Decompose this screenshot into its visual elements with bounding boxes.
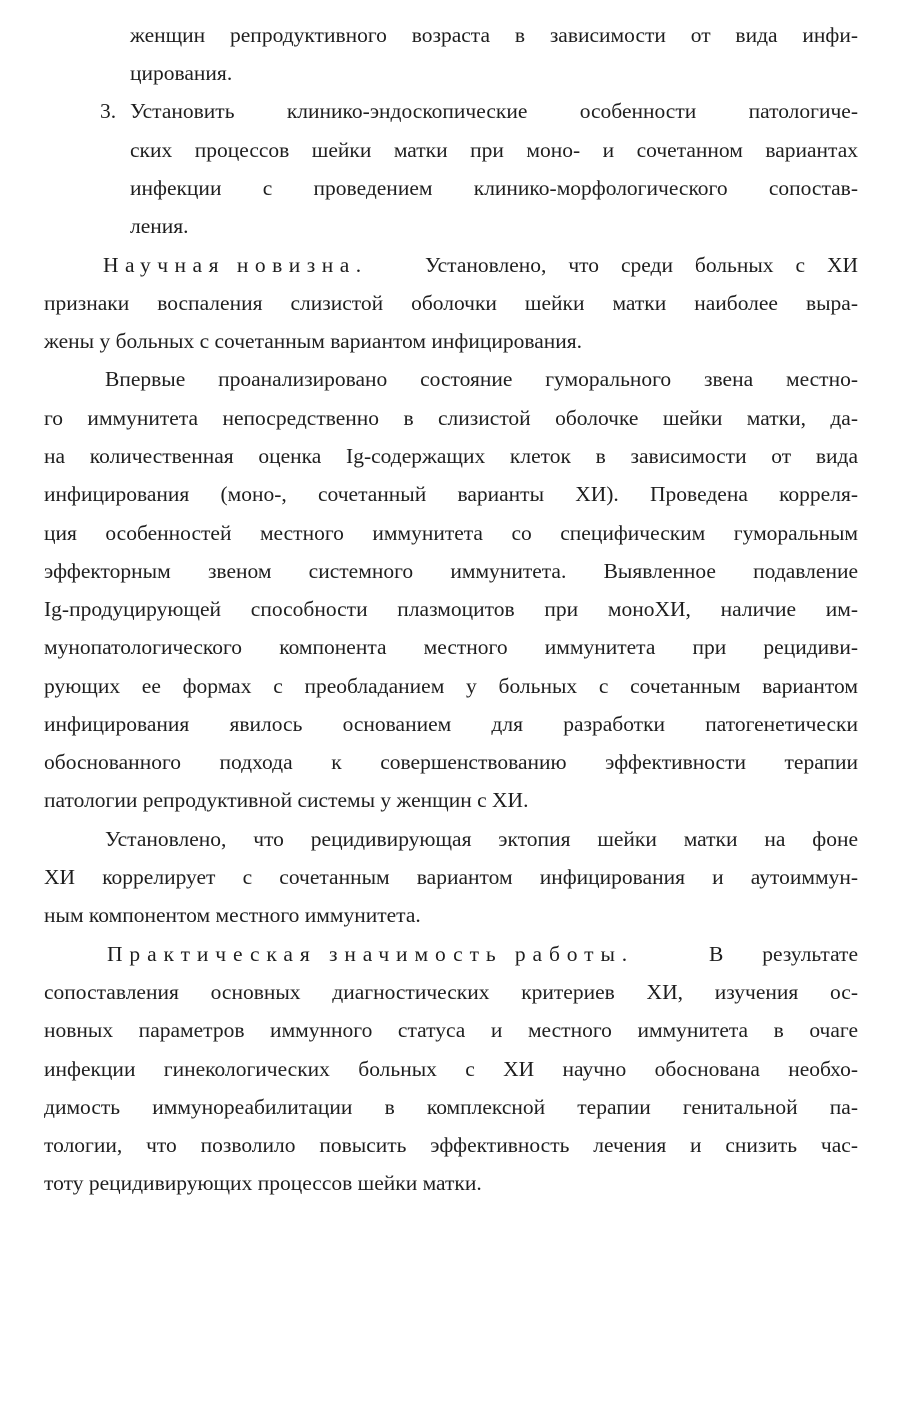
paragraph-line: новных параметров иммунного статуса и местного иммунитета в очаге: [44, 1018, 858, 1042]
paragraph-line: ным компонентом местного иммунитета.: [44, 903, 421, 927]
paragraph-line: инфицирования (моно-, сочетанный варианты ХИ). Проведена корреля-: [44, 482, 858, 506]
paragraph-line: В результате: [709, 942, 858, 966]
paragraph-line: ХИ коррелирует с сочетанным вариантом инфицирования и аутоиммун-: [44, 865, 858, 889]
paragraph-line: сопоставления основных диагностических критериев ХИ, изучения ос-: [44, 980, 858, 1004]
paragraph-line: на количественная оценка Ig-содержащих клеток в зависимости от вида: [44, 444, 858, 468]
paragraph-line: Установлено, что среди больных с ХИ: [425, 253, 858, 277]
paragraph-line: инфекции гинекологических больных с ХИ научно обоснована необхо-: [44, 1057, 858, 1081]
paragraph-line: тоту рецидивирующих процессов шейки матки.: [44, 1171, 482, 1195]
list-number: 3.: [100, 99, 117, 123]
list-item-line: ления.: [130, 214, 189, 238]
paragraph-line: эффекторным звеном системного иммунитета. Выявленное подавление: [44, 559, 858, 583]
list-continuation-line: женщин репродуктивного возраста в зависимости от вида инфи-: [130, 23, 858, 47]
paragraph-line: признаки воспаления слизистой оболочки шейки матки наиболее выра-: [44, 291, 858, 315]
paragraph-line: рующих ее формах с преобладанием у больных с сочетанным вариантом: [44, 674, 858, 698]
paragraph-line: Установлено, что рецидивирующая эктопия шейки матки на фоне: [105, 827, 858, 851]
list-item-line: инфекции с проведением клинико-морфологического сопостав-: [130, 176, 858, 200]
paragraph-line: Впервые проанализировано состояние гуморального звена местно-: [105, 367, 858, 391]
list-continuation-line: цирования.: [130, 61, 233, 85]
paragraph-line: мунопатологического компонента местного иммунитета при рецидиви-: [44, 635, 858, 659]
paragraph-line: обоснованного подхода к совершенствованию эффективности терапии: [44, 750, 858, 774]
paragraph-line: димость иммунореабилитации в комплексной терапии генитальной па-: [44, 1095, 858, 1119]
paragraph-line: жены у больных с сочетанным вариантом инфицирования.: [44, 329, 583, 353]
paragraph-line: инфицирования явилось основанием для разработки патогенетически: [44, 712, 858, 736]
paragraph-line: го иммунитета непосредственно в слизистой оболочке шейки матки, да-: [44, 406, 858, 430]
paragraph-line: тологии, что позволило повысить эффективность лечения и снизить час-: [44, 1133, 858, 1157]
paragraph-line: Ig-продуцирующей способности плазмоцитов при моноХИ, наличие им-: [44, 597, 858, 621]
paragraph-line: патологии репродуктивной системы у женщин с ХИ.: [44, 788, 529, 812]
list-item-line: ских процессов шейки матки при моно- и сочетанном вариантах: [130, 138, 858, 162]
paragraph-line: ция особенностей местного иммунитета со специфическим гуморальным: [44, 521, 858, 545]
list-item-line: Установить клинико-эндоскопические особенности патологиче-: [130, 99, 858, 123]
scientific-novelty-heading: Научная новизна.: [103, 253, 368, 277]
practical-significance-heading: Практическая значимость работы.: [107, 942, 635, 966]
